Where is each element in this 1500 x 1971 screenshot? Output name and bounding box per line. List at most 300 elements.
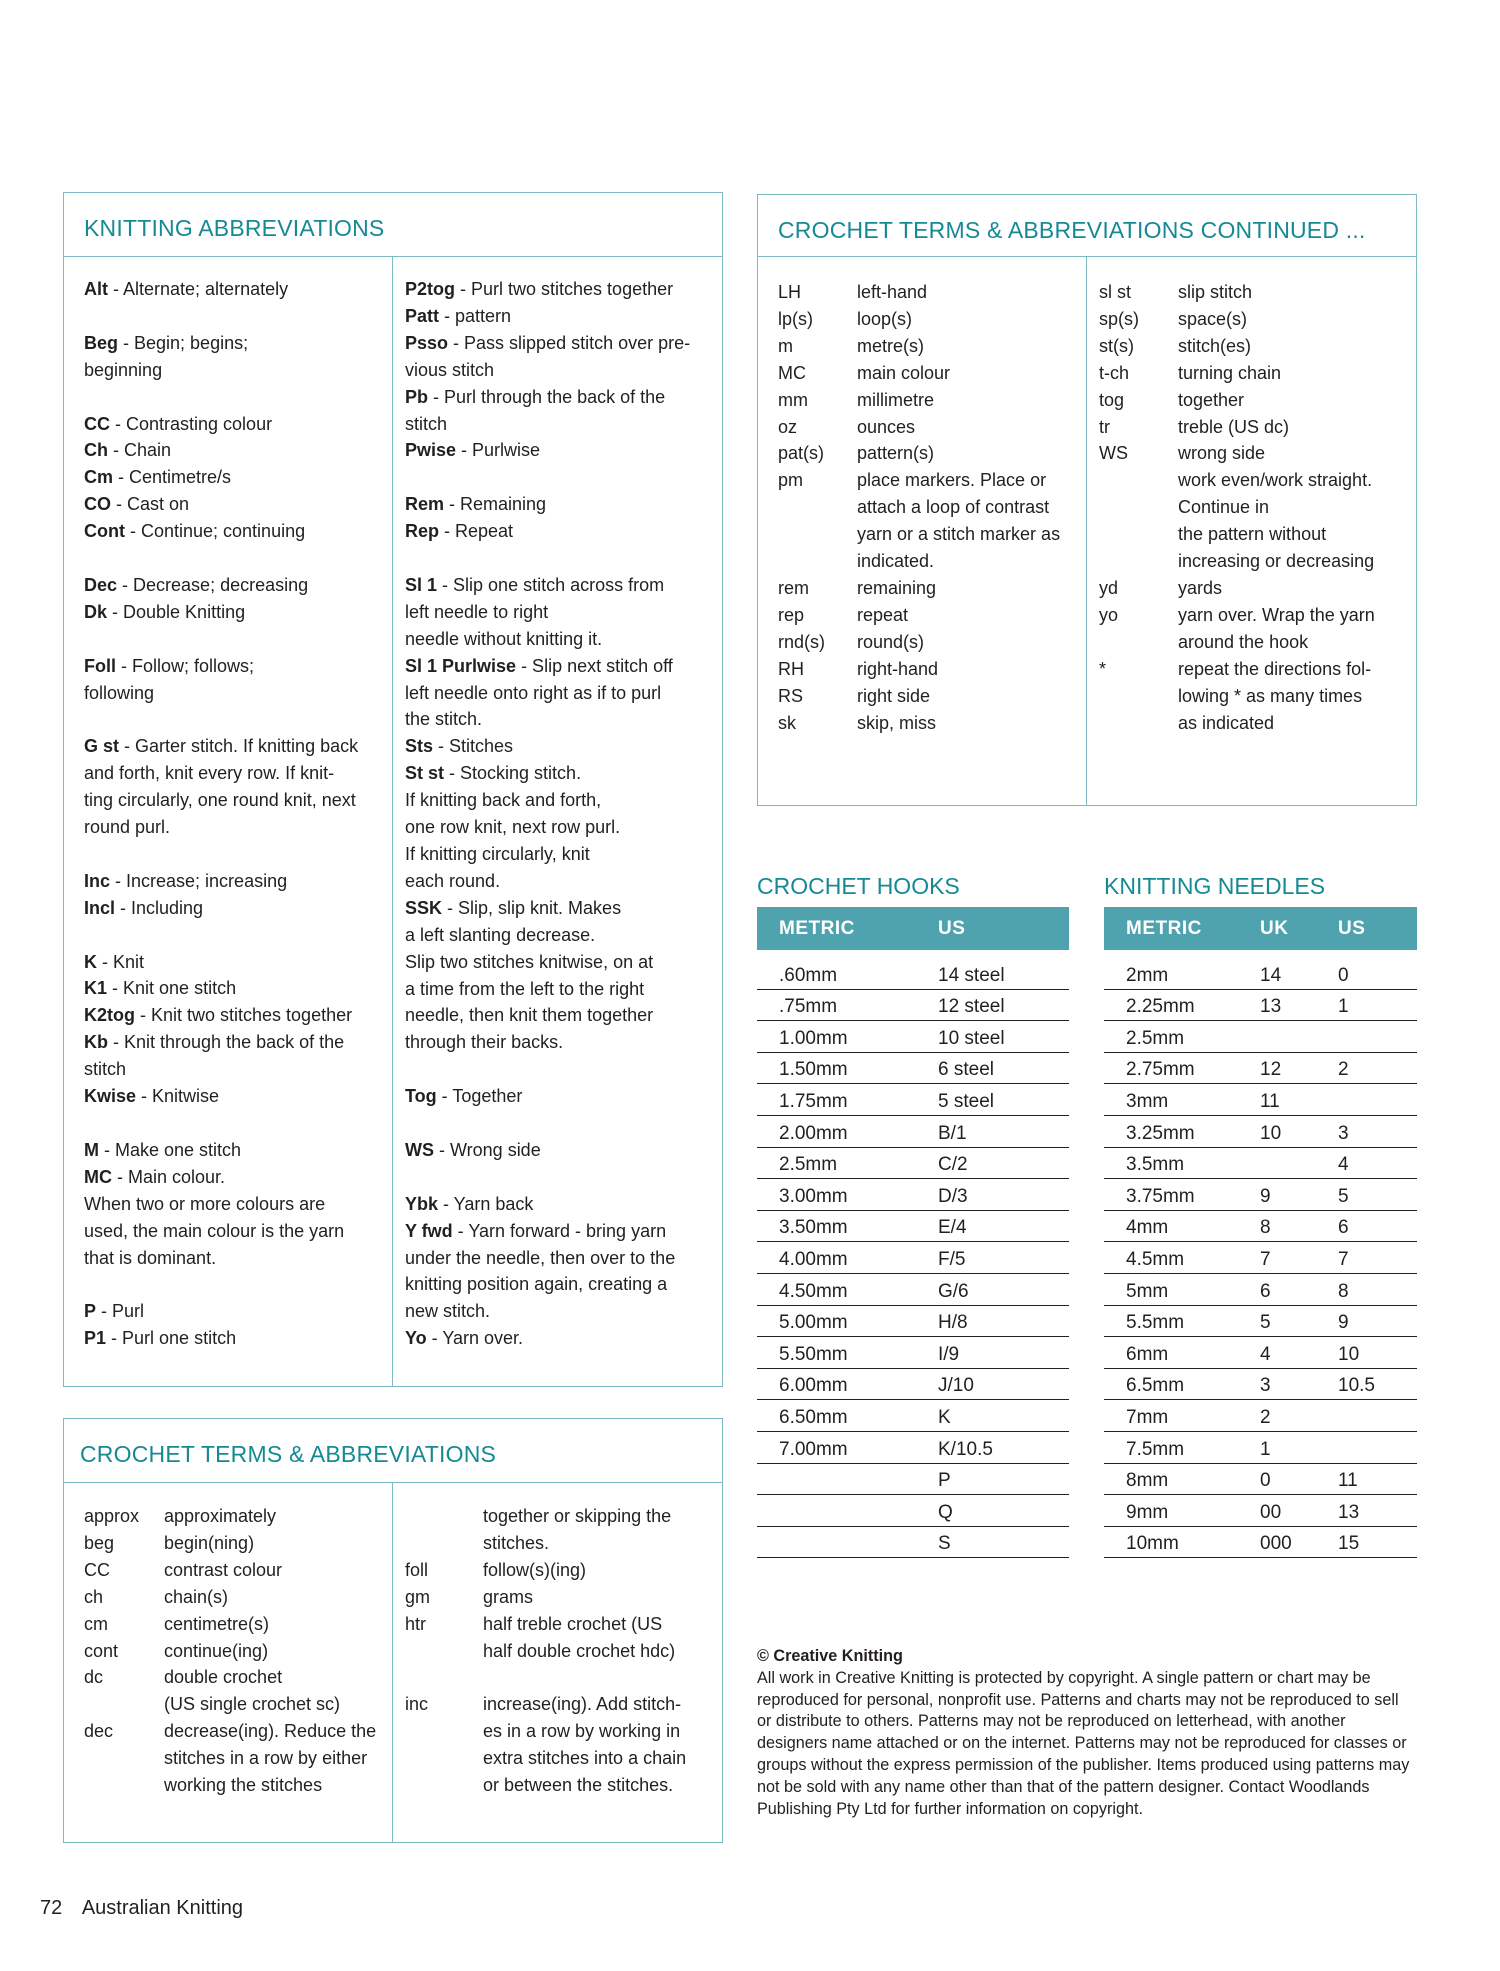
abbreviation-definition: - Alternate; alternately [108, 279, 289, 299]
abbreviation-entry [405, 330, 715, 384]
abbreviation-entry [84, 706, 384, 733]
abbreviation-entry [405, 437, 715, 464]
abbreviation-definition: - Centimetre/s [113, 467, 232, 488]
abbreviation-entry [84, 975, 384, 1002]
term-entry [405, 1611, 715, 1665]
abbreviation-definition: - Garter stitch. If knitting back and forth, knit every row. If knit- ting circularly, one round knit, next round purl. [84, 736, 359, 838]
term-definition: millimetre [857, 389, 935, 410]
term-definition: slip stitch [1178, 282, 1253, 302]
term-entry [405, 1557, 715, 1584]
abbreviation-term: Dk [84, 601, 108, 622]
abbreviation-term: CO [84, 494, 111, 515]
term-entry [405, 1584, 715, 1611]
table-row [757, 1464, 1069, 1496]
table-row [1104, 1084, 1417, 1116]
abbreviation-term: MC [84, 1166, 112, 1187]
abbreviation-term: Tog [405, 1086, 437, 1107]
table-cell: 4 [1338, 1154, 1349, 1176]
abbreviation-term: SSK [405, 897, 443, 918]
term-abbreviation: yd [1099, 577, 1119, 598]
table-row [1104, 1242, 1417, 1274]
abbreviation-entry [84, 303, 384, 330]
crochet-terms-continued-left-column [778, 279, 1083, 736]
abbreviation-term: Kwise [84, 1086, 137, 1107]
abbreviation-entry [405, 733, 715, 760]
table-row [757, 1211, 1069, 1243]
term-definition: repeat [857, 604, 909, 625]
abbreviation-entry [405, 1083, 715, 1110]
abbreviation-entry [84, 464, 384, 491]
abbreviation-term: Sts [405, 736, 434, 757]
table-cell: 4.5mm [1126, 1248, 1185, 1270]
table-cell: I/9 [938, 1343, 960, 1365]
term-abbreviation: dec [84, 1721, 114, 1742]
abbreviation-entry [405, 1110, 715, 1137]
table-cell: 12 steel [938, 996, 1005, 1018]
table-cell: 4mm [1126, 1217, 1169, 1239]
table-cell: 9 [1260, 1185, 1271, 1207]
knitting-needles-table [1104, 907, 1417, 1558]
table-row [757, 1053, 1069, 1085]
abbreviation-entry [84, 599, 384, 626]
abbreviation-definition: - Make one stitch [99, 1139, 242, 1160]
table-row [1104, 1021, 1417, 1053]
table-cell: 6mm [1126, 1343, 1169, 1365]
abbreviation-definition: - Together [436, 1086, 523, 1107]
abbreviation-entry [405, 572, 715, 653]
abbreviation-entry [84, 384, 384, 411]
table-cell: H/8 [938, 1312, 968, 1334]
table-cell: B/1 [938, 1122, 967, 1144]
term-definition: contrast colour [164, 1559, 283, 1580]
table-cell: 10 steel [938, 1027, 1005, 1049]
term-definition: loop(s) [857, 308, 913, 329]
abbreviation-entry [84, 949, 384, 976]
term-entry [405, 1691, 715, 1799]
term-abbreviation: * [1099, 658, 1107, 679]
copyright-text: All work in Creative Knitting is protected by copyright. A single pattern or chart may be reproduced for personal, nonprofit use. Patterns and charts may not be reproduced to sell or distribute to others. Patterns may not be reproduced on letterhead, with another designers name attached or on the internet. Patterns may not be reproduced for classes or groups without the express permission of the publisher. Items produced using patterns may not be sold with any name other than that of the pattern designer. Contact Woodlands Publishing Pty Ltd for further information on copyright. [757, 1668, 1410, 1818]
term-abbreviation: beg [84, 1532, 115, 1553]
table-cell: 1 [1260, 1438, 1271, 1460]
crochet-terms-box [63, 1418, 723, 1843]
term-definition: follow(s)(ing) [483, 1559, 587, 1580]
column-header-metric: METRIC [779, 917, 855, 939]
abbreviation-entry [84, 841, 384, 868]
abbreviation-term: Patt [405, 305, 440, 326]
crochet-hooks-title: CROCHET HOOKS [757, 873, 960, 899]
term-definition: begin(ning) [164, 1532, 255, 1553]
table-row [1104, 1053, 1417, 1085]
term-definition: together [1178, 389, 1245, 410]
term-abbreviation: pat(s) [778, 443, 825, 464]
term-entry [1099, 333, 1409, 360]
term-definition: centimetre(s) [164, 1613, 270, 1634]
abbreviation-entry [405, 1164, 715, 1191]
table-cell: 10 [1260, 1122, 1282, 1144]
table-row [757, 1148, 1069, 1180]
abbreviation-definition: - Purl two stitches together [455, 279, 674, 299]
term-entry [778, 414, 1083, 441]
table-cell: S [938, 1533, 951, 1555]
table-row [757, 1306, 1069, 1338]
table-cell: 5.00mm [779, 1312, 848, 1334]
term-definition: decrease(ing). Reduce the stitches in a row by either working the stitches [164, 1721, 377, 1796]
crochet-terms-continued-header [758, 195, 1416, 257]
term-entry [1099, 387, 1409, 414]
table-row [757, 1432, 1069, 1464]
abbreviation-definition: - Pass slipped stitch over pre- vious stitch [405, 332, 691, 380]
crochet-hooks-table-header [757, 907, 1069, 950]
table-cell: 6.5mm [1126, 1375, 1185, 1397]
table-cell: 3.25mm [1126, 1122, 1195, 1144]
table-row [1104, 1274, 1417, 1306]
term-entry [778, 575, 1083, 602]
term-abbreviation: RH [778, 658, 804, 679]
table-cell: 2.00mm [779, 1122, 848, 1144]
abbreviation-entry [405, 384, 715, 438]
abbreviation-definition: - Slip next stitch off left needle onto right as if to purl the stitch. [405, 655, 673, 730]
abbreviation-term: Ybk [405, 1193, 439, 1214]
table-cell: 2 [1338, 1059, 1349, 1081]
abbreviation-term: Dec [84, 574, 118, 595]
abbreviation-term: Rem [405, 494, 445, 515]
term-definition: double crochet (US single crochet sc) [164, 1667, 341, 1715]
term-abbreviation: sp(s) [1099, 308, 1139, 329]
term-entry [1099, 575, 1409, 602]
table-row [1104, 1116, 1417, 1148]
term-entry [778, 440, 1083, 467]
abbreviation-definition: - Knit [97, 951, 145, 972]
table-cell: K [938, 1406, 951, 1428]
table-cell: 13 [1338, 1501, 1360, 1523]
term-definition: place markers. Place or attach a loop of contrast yarn or a stitch marker as indicated. [857, 470, 1061, 572]
table-row [1104, 1369, 1417, 1401]
table-cell: 6 [1260, 1280, 1271, 1302]
abbreviation-term: WS [405, 1139, 434, 1160]
term-abbreviation: gm [405, 1586, 431, 1607]
column-header-metric: METRIC [1126, 917, 1202, 939]
abbreviation-entry [84, 276, 384, 303]
table-row [757, 1084, 1069, 1116]
term-entry [778, 602, 1083, 629]
term-definition: round(s) [857, 631, 925, 652]
table-cell: 1.50mm [779, 1059, 848, 1081]
table-cell: Q [938, 1501, 953, 1523]
table-cell: 5.50mm [779, 1343, 848, 1365]
term-entry [1099, 656, 1409, 737]
table-row [757, 1337, 1069, 1369]
abbreviation-entry [405, 491, 715, 518]
term-entry [1099, 440, 1409, 575]
crochet-terms-continued-box [757, 194, 1417, 806]
table-row [757, 1242, 1069, 1274]
table-cell: 3.50mm [779, 1217, 848, 1239]
table-cell: 2.75mm [1126, 1059, 1195, 1081]
abbreviation-entry [84, 922, 384, 949]
term-abbreviation: mm [778, 389, 808, 410]
term-abbreviation: LH [778, 282, 802, 302]
crochet-terms-header [64, 1419, 722, 1483]
table-cell: 3 [1260, 1375, 1271, 1397]
abbreviation-definition: - Begin; begins; beginning [84, 332, 249, 380]
term-definition: increase(ing). Add stitch- es in a row by working in extra stitches into a chain or between the stitches. [483, 1694, 687, 1796]
table-cell: 5 [1260, 1312, 1271, 1334]
table-cell: 5mm [1126, 1280, 1169, 1302]
abbreviation-entry [84, 1325, 384, 1352]
table-row [1104, 1527, 1417, 1559]
table-cell: 5 [1338, 1185, 1349, 1207]
abbreviation-entry [84, 1110, 384, 1137]
abbreviation-entry [405, 276, 715, 303]
term-definition: main colour [857, 362, 951, 383]
term-entry [1099, 306, 1409, 333]
abbreviation-entry [405, 653, 715, 734]
publication-name: Australian Knitting [81, 1897, 244, 1919]
term-abbreviation: t-ch [1099, 362, 1130, 383]
table-cell: 4.50mm [779, 1280, 848, 1302]
table-cell: 3.00mm [779, 1185, 848, 1207]
abbreviation-definition: - Increase; increasing [110, 870, 288, 891]
table-cell: 0 [1260, 1470, 1271, 1492]
abbreviation-term: Pb [405, 386, 429, 407]
table-row [1104, 1432, 1417, 1464]
abbreviation-entry [84, 1164, 384, 1272]
term-abbreviation: oz [778, 416, 798, 437]
table-cell: E/4 [938, 1217, 967, 1239]
knitting-abbreviations-header [64, 193, 722, 257]
abbreviation-term: CC [84, 413, 110, 434]
abbreviation-definition: - Follow; follows; following [84, 655, 255, 703]
term-entry [778, 387, 1083, 414]
term-abbreviation: m [778, 335, 793, 356]
abbreviation-definition: - Main colour. When two or more colours are used, the main colour is the yarn that is dominant. [84, 1166, 345, 1268]
abbreviation-term: K2tog [84, 1005, 135, 1026]
table-cell: 11 [1260, 1090, 1280, 1112]
term-definition: chain(s) [164, 1586, 229, 1607]
term-abbreviation: cont [84, 1640, 119, 1661]
knitting-abbreviations-title: KNITTING ABBREVIATIONS [84, 215, 385, 241]
term-abbreviation: sl st [1099, 282, 1132, 302]
table-cell: 5 steel [938, 1090, 994, 1112]
table-cell: 7.00mm [779, 1438, 848, 1460]
term-abbreviation: WS [1099, 443, 1128, 464]
abbreviation-entry [405, 760, 715, 895]
crochet-terms-title: CROCHET TERMS & ABBREVIATIONS [80, 1441, 497, 1467]
copyright-notice [757, 1646, 1417, 1820]
column-header-uk: UK [1260, 917, 1289, 939]
term-abbreviation: ch [84, 1586, 104, 1607]
abbreviation-entry [84, 411, 384, 438]
term-definition: left-hand [857, 282, 928, 302]
term-definition: together or skipping the stitches. [483, 1506, 672, 1553]
abbreviation-entry [84, 1002, 384, 1029]
abbreviation-entry [84, 518, 384, 545]
term-abbreviation: approx [84, 1506, 140, 1526]
abbreviation-entry [405, 464, 715, 491]
term-entry [778, 306, 1083, 333]
table-cell: 7 [1338, 1248, 1349, 1270]
abbreviation-term: Sl 1 [405, 574, 438, 595]
abbreviation-definition: - Purlwise [456, 440, 541, 461]
table-cell: G/6 [938, 1280, 969, 1302]
term-abbreviation: rem [778, 577, 809, 598]
abbreviation-term: P [84, 1301, 97, 1322]
table-cell: .60mm [779, 964, 838, 986]
table-cell: 8 [1338, 1280, 1349, 1302]
abbreviation-entry [405, 895, 715, 1056]
abbreviation-definition: - Wrong side [434, 1139, 541, 1160]
term-definition: space(s) [1178, 308, 1248, 329]
abbreviation-entry [84, 1029, 384, 1083]
term-abbreviation: htr [405, 1613, 427, 1634]
table-cell: 5.5mm [1126, 1312, 1185, 1334]
abbreviation-definition: - Purl [96, 1301, 145, 1322]
term-abbreviation: MC [778, 362, 806, 383]
table-row [757, 1116, 1069, 1148]
abbreviation-definition: - Knit two stitches together [135, 1005, 353, 1026]
table-cell: 8mm [1126, 1470, 1169, 1492]
abbreviation-entry [84, 330, 384, 384]
column-divider [392, 1483, 393, 1842]
knitting-abbreviations-left-column [84, 276, 384, 1352]
term-abbreviation: pm [778, 470, 804, 491]
table-cell: K/10.5 [938, 1438, 993, 1460]
table-cell: 7mm [1126, 1406, 1169, 1428]
term-entry [84, 1638, 389, 1665]
abbreviation-definition: - Repeat [439, 521, 514, 542]
table-cell: D/3 [938, 1185, 968, 1207]
abbreviation-term: Yo [405, 1328, 427, 1349]
table-cell: 9 [1338, 1312, 1349, 1334]
term-entry [84, 1503, 389, 1530]
table-cell: 6.50mm [779, 1406, 848, 1428]
abbreviation-term: Incl [84, 897, 116, 918]
term-definition: yards [1178, 577, 1223, 598]
table-row [1104, 1464, 1417, 1496]
abbreviation-entry [405, 1137, 715, 1164]
term-definition: treble (US dc) [1178, 416, 1290, 437]
term-entry [778, 279, 1083, 306]
abbreviation-definition: - Knit through the back of the stitch [84, 1032, 345, 1080]
table-row [757, 990, 1069, 1022]
abbreviation-entry [405, 518, 715, 545]
term-definition: ounces [857, 416, 916, 437]
table-row [1104, 1211, 1417, 1243]
crochet-terms-continued-right-column [1099, 279, 1409, 736]
page-number: 72 [40, 1897, 63, 1919]
table-row [1104, 1148, 1417, 1180]
table-cell: 8 [1260, 1217, 1271, 1239]
term-entry [778, 360, 1083, 387]
abbreviation-entry [84, 1137, 384, 1164]
abbreviation-definition: - Including [115, 897, 204, 918]
abbreviation-entry [405, 1191, 715, 1218]
table-cell: 2 [1260, 1406, 1271, 1428]
abbreviation-definition: - Slip, slip knit. Makes a left slanting decrease. Slip two stitches knitwise, on at a time from the left to the right needle, then knit them together through their backs. [405, 897, 654, 1053]
abbreviation-term: Ch [84, 440, 108, 461]
term-definition: half treble crochet (US half double crochet hdc) [483, 1613, 676, 1661]
term-definition: repeat the directions fol- lowing * as many times as indicated [1178, 658, 1372, 733]
abbreviation-definition: - Remaining [444, 494, 547, 515]
table-row [1104, 1179, 1417, 1211]
term-definition: pattern(s) [857, 443, 935, 464]
abbreviation-definition: - Yarn over. [426, 1328, 524, 1349]
term-abbreviation: tog [1099, 389, 1125, 410]
term-definition: remaining [857, 577, 937, 598]
term-entry [84, 1584, 389, 1611]
term-entry [405, 1664, 715, 1691]
table-cell: J/10 [938, 1375, 974, 1397]
table-cell: 1 [1338, 996, 1349, 1018]
abbreviation-entry [405, 303, 715, 330]
table-row [1104, 1495, 1417, 1527]
knitting-abbreviations-right-column [405, 276, 715, 1352]
table-row [757, 1400, 1069, 1432]
abbreviation-definition: - Yarn forward - bring yarn under the needle, then over to the knitting position again, creating a new stitch. [405, 1220, 676, 1322]
table-row [1104, 1337, 1417, 1369]
term-abbreviation [405, 1664, 483, 1691]
crochet-terms-continued-title: CROCHET TERMS & ABBREVIATIONS CONTINUED ... [778, 217, 1366, 243]
term-abbreviation: st(s) [1099, 335, 1134, 356]
abbreviation-definition: - Yarn back [438, 1193, 534, 1214]
abbreviation-term: St st [405, 763, 445, 784]
abbreviation-entry [84, 626, 384, 653]
term-abbreviation: lp(s) [778, 308, 813, 329]
table-cell: 2.5mm [1126, 1027, 1185, 1049]
table-row [757, 958, 1069, 990]
table-cell: 3 [1338, 1122, 1349, 1144]
abbreviation-term: Inc [84, 870, 111, 891]
abbreviation-entry [405, 545, 715, 572]
abbreviation-entry [84, 437, 384, 464]
term-entry [778, 683, 1083, 710]
abbreviation-entry [405, 1218, 715, 1326]
abbreviation-entry [405, 1325, 715, 1352]
copyright-title: © Creative Knitting [757, 1647, 903, 1665]
table-cell: 14 [1260, 964, 1282, 986]
table-cell: 1.75mm [779, 1090, 848, 1112]
abbreviation-term: Psso [405, 332, 449, 353]
term-abbreviation: cm [84, 1613, 108, 1634]
table-cell: 4 [1260, 1343, 1271, 1365]
term-definition: right-hand [857, 658, 939, 679]
crochet-hooks-table [757, 907, 1069, 1558]
term-entry [1099, 279, 1409, 306]
table-cell: 6 steel [938, 1059, 994, 1081]
abbreviation-entry [84, 491, 384, 518]
abbreviation-entry [84, 1298, 384, 1325]
abbreviation-term: Sl 1 Purlwise [405, 655, 517, 676]
term-abbreviation: tr [1099, 416, 1110, 437]
term-definition: yarn over. Wrap the yarn around the hook [1178, 604, 1375, 652]
table-cell: 2mm [1126, 964, 1169, 986]
table-cell: 2.5mm [779, 1154, 838, 1176]
term-abbreviation: dc [84, 1667, 104, 1688]
abbreviation-term: Y fwd [405, 1220, 453, 1241]
abbreviation-entry [84, 895, 384, 922]
abbreviation-entry [84, 1271, 384, 1298]
column-divider [1086, 257, 1087, 805]
term-definition: grams [483, 1586, 534, 1607]
abbreviation-term: Cm [84, 467, 114, 488]
table-row [757, 1495, 1069, 1527]
table-cell: 15 [1338, 1533, 1360, 1555]
term-definition: skip, miss [857, 712, 937, 733]
column-divider [392, 257, 393, 1386]
abbreviation-term: Alt [84, 279, 108, 299]
term-entry [84, 1530, 389, 1557]
table-cell: F/5 [938, 1248, 966, 1270]
